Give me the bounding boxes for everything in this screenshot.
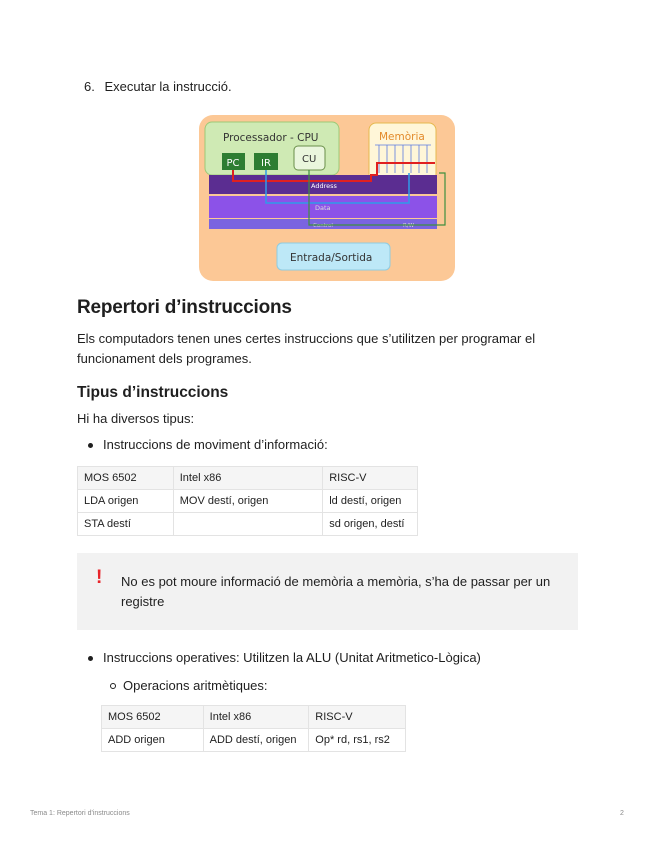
bullet-dot (88, 443, 93, 448)
table-header-cell: MOS 6502 (78, 467, 174, 490)
step-6 (84, 79, 232, 94)
footer-title: Tema 1: Repertori d'instruccions (30, 810, 130, 817)
control-bus-label: Control (313, 223, 333, 229)
table-cell: Op* rd, rs1, rs2 (309, 729, 406, 752)
table-row (78, 513, 418, 536)
table-cell: STA destí (78, 513, 174, 536)
subsection-title: Tipus d’instruccions (77, 384, 229, 401)
sub-bullet-arith (110, 678, 268, 693)
movement-table (77, 466, 418, 536)
bullet-operative-text: Instruccions operatives: Utilitzen la ALU (Unitat Aritmetico-Lògica) (103, 650, 481, 665)
bullet-movement (88, 437, 328, 452)
bullet-operative (88, 650, 481, 665)
table-header-row (78, 467, 418, 490)
arith-table (101, 705, 406, 752)
exclamation-icon: ! (96, 567, 103, 588)
table-cell: ADD origen (102, 729, 204, 752)
subsection-lead: Hi ha diversos tipus: (77, 411, 195, 426)
table-cell: ADD destí, origen (203, 729, 309, 752)
sub-bullet-arith-text: Operacions aritmètiques: (123, 678, 268, 693)
table-header-cell: RISC-V (309, 706, 406, 729)
warning-callout (77, 553, 578, 630)
bullet-movement-text: Instruccions de moviment d’informació: (103, 437, 328, 452)
cpu-architecture-diagram (199, 115, 455, 281)
section-intro: Els computadors tenen unes certes instruccions que s’utilitzen per programar el funcionament dels programes. (77, 331, 536, 366)
bullet-dot (88, 656, 93, 661)
section-title: Repertori d’instruccions (77, 297, 292, 318)
step-number: 6. (84, 79, 95, 94)
cu-label: CU (302, 154, 317, 165)
table-header-cell: MOS 6502 (102, 706, 204, 729)
table-header-cell: RISC-V (323, 467, 418, 490)
cpu-label: Processador - CPU (223, 132, 319, 144)
table-header-row (102, 706, 406, 729)
table-cell: LDA origen (78, 490, 174, 513)
io-label: Entrada/Sortida (290, 252, 373, 264)
step-text: Executar la instrucció. (104, 79, 232, 94)
pc-label: PC (226, 158, 240, 169)
table-header-cell: Intel x86 (173, 467, 322, 490)
data-bus-label: Data (315, 204, 331, 212)
address-bus-label: Address (311, 182, 337, 190)
table-cell (173, 513, 322, 536)
bullet-ring (110, 683, 116, 689)
table-cell: sd origen, destí (323, 513, 418, 536)
table-cell: MOV destí, origen (173, 490, 322, 513)
rw-label: R/W (403, 223, 415, 229)
callout-text: No es pot moure informació de memòria a memòria, s’ha de passar per un registre (121, 574, 551, 609)
table-header-cell: Intel x86 (203, 706, 309, 729)
ir-label: IR (261, 158, 271, 169)
table-row (102, 729, 406, 752)
page-number: 2 (620, 810, 624, 817)
table-row (78, 490, 418, 513)
table-cell: ld destí, origen (323, 490, 418, 513)
memory-label: Memòria (379, 131, 425, 143)
